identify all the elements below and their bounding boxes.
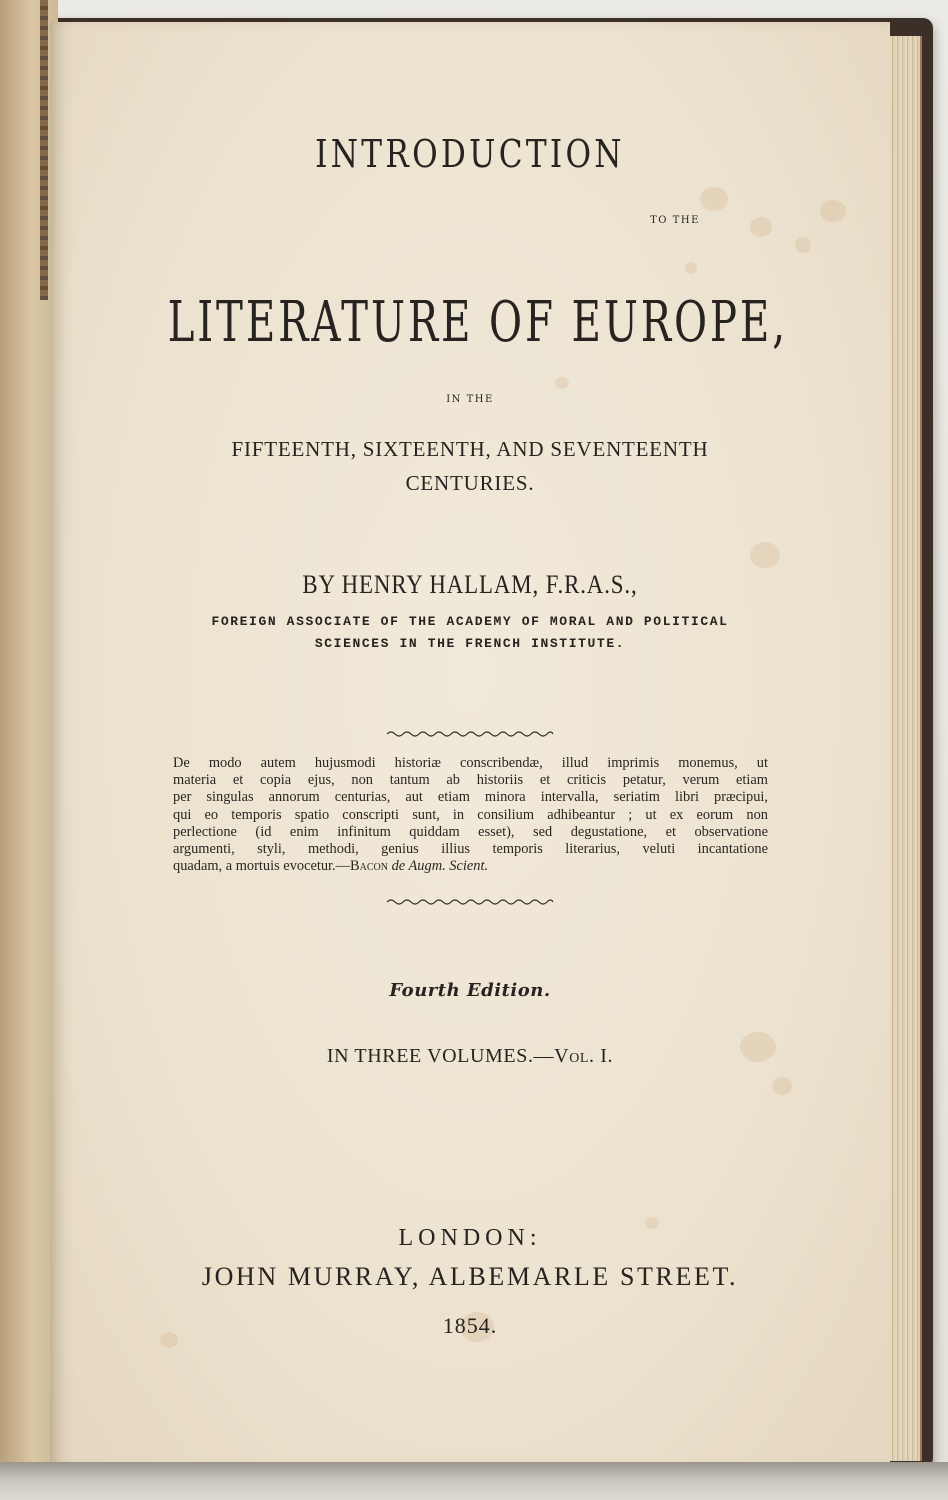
- imprint-city: LONDON:: [398, 1225, 542, 1251]
- epigraph-quotation: [173, 755, 768, 875]
- epigraph-last-line: [173, 858, 768, 875]
- foxing-spot: [750, 542, 780, 568]
- foxing-spot: [795, 237, 811, 253]
- ornament-rule-top: [385, 730, 555, 738]
- edition-line: Fourth Edition.: [389, 980, 551, 1001]
- affiliation-line-2: SCIENCES IN THE FRENCH INSTITUTE.: [314, 636, 626, 651]
- affiliation-line-1: FOREIGN ASSOCIATE OF THE ACADEMY OF MORAL AND POLITICAL: [211, 614, 729, 629]
- volumes-line: [50, 1045, 890, 1068]
- foxing-spot: [700, 187, 728, 211]
- connector-in-the: IN THE: [446, 394, 494, 405]
- title-introduction: INTRODUCTION: [315, 132, 625, 176]
- table-surface: [0, 1462, 948, 1500]
- foxing-spot: [772, 1077, 792, 1095]
- ornament-rule-bottom: [385, 898, 555, 906]
- epigraph-line: argumenti, styli, methodi, genius illius temporis literarius, veluti incantatione: [173, 841, 768, 858]
- epigraph-attribution-work: de Augm. Scient.: [391, 858, 489, 875]
- imprint-publisher: JOHN MURRAY, ALBEMARLE STREET.: [201, 1262, 739, 1291]
- title-page: [50, 22, 890, 1467]
- epigraph-line: perlectione (id enim infinitum quiddam esset), sed degustatione, et observatione: [173, 823, 768, 840]
- epigraph-line: De modo autem hujusmodi historiæ conscribendæ, illud imprimis monemus, ut: [173, 755, 768, 771]
- main-title: LITERATURE OF EUROPE,: [167, 290, 788, 355]
- connector-to-the: TO THE: [650, 215, 700, 226]
- foxing-spot: [685, 262, 697, 274]
- author-line: BY HENRY HALLAM, F.R.A.S.,: [302, 570, 638, 599]
- epigraph-line: qui eo temporis spatio conscripti sunt, in consilium adhibeantur ; ut ex eorum non: [173, 806, 768, 823]
- volumes-prefix: IN THREE VOLUMES.—: [326, 1045, 555, 1067]
- imprint-year: 1854.: [442, 1313, 498, 1338]
- volume-number: Vol. I.: [554, 1045, 614, 1067]
- binding-thread: [40, 0, 48, 300]
- epigraph-line: materia et copia ejus, non tantum ab historiis et criticis petatur, verum etiam: [173, 772, 768, 789]
- epigraph-attribution-author: Bacon: [350, 858, 388, 875]
- subtitle-line-1: FIFTEENTH, SIXTEENTH, AND SEVENTEENTH: [231, 437, 709, 461]
- foxing-spot: [555, 377, 569, 389]
- epigraph-line: per singulas annorum centurias, aut etiam minora intervalla, seriatim libri præcipui,: [173, 789, 768, 806]
- subtitle-line-2: CENTURIES.: [405, 471, 535, 495]
- epigraph-line-text: quadam, a mortuis evocetur.—: [173, 858, 351, 875]
